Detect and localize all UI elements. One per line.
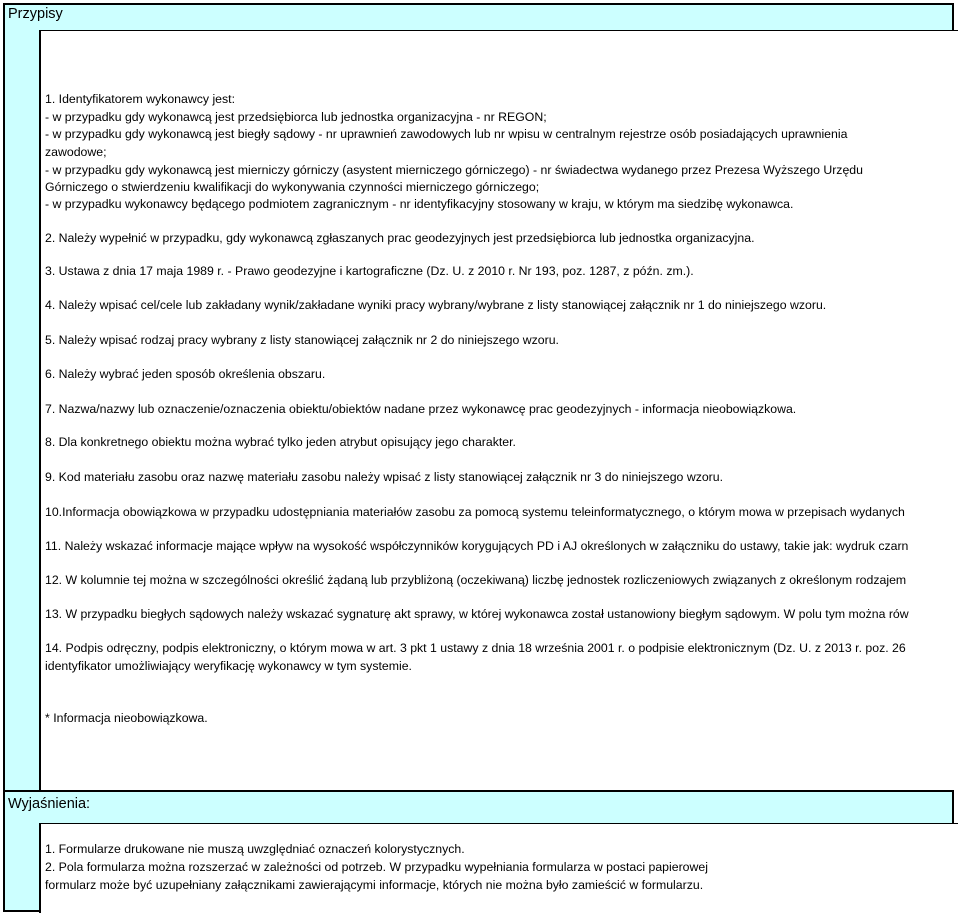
footnote-line: * Informacja nieobowiązkowa. <box>45 711 208 725</box>
footnote-line: 8. Dla konkretnego obiektu można wybrać tylko jeden atrybut opisujący jego charakter. <box>45 435 516 449</box>
footnote-line: - w przypadku wykonawcy będącego podmiotem zagranicznym - nr identyfikacyjny stosowany w kraju, w którym ma siedzibę wykonawca. <box>45 197 794 211</box>
footnote-line: 10.Informacja obowiązkowa w przypadku udostępniania materiałów zasobu za pomocą systemu teleinformatycznego, o którym mowa w przepisach wydanych <box>45 505 905 519</box>
footnotes-title: Przypisy <box>8 6 63 22</box>
explanations-panel <box>39 823 958 913</box>
footnote-line: 5. Należy wpisać rodzaj pracy wybrany z listy stanowiącej załącznik nr 2 do niniejszego wzoru. <box>45 333 559 347</box>
footnote-line: zawodowe; <box>45 145 107 159</box>
footnote-line: 2. Należy wypełnić w przypadku, gdy wykonawcą zgłaszanych prac geodezyjnych jest przedsiębiorca lub jednostka organizacyjna. <box>45 231 755 245</box>
section-divider <box>3 790 954 792</box>
footnotes-panel <box>39 30 958 791</box>
explanation-line: 2. Pola formularza można rozszerzać w zależności od potrzeb. W przypadku wypełniania formularza w postaci papierowej <box>45 860 708 874</box>
explanation-line: 1. Formularze drukowane nie muszą uwzględniać oznaczeń kolorystycznych. <box>45 842 465 856</box>
footnote-line: 11. Należy wskazać informacje mające wpływ na wysokość współczynników korygujących PD i AJ określonych w załączniku do ustawy, takie jak: wydruk czarn <box>45 539 909 553</box>
footnote-line: 6. Należy wybrać jeden sposób określenia obszaru. <box>45 367 326 381</box>
footnote-line: - w przypadku gdy wykonawcą jest biegły sądowy - nr uprawnień zawodowych lub nr wpisu w centralnym rejestrze osób posiadających uprawnienia <box>45 127 848 141</box>
footnote-line: 1. Identyfikatorem wykonawcy jest: <box>45 92 235 106</box>
footnote-line: 4. Należy wpisać cel/cele lub zakładany wynik/zakładane wyniki pracy wybrany/wybrane z listy stanowiącej załącznik nr 1 do niniejszego wzoru. <box>45 298 827 312</box>
footnote-line: identyfikator umożliwiający weryfikację wykonawcy w tym systemie. <box>45 659 412 673</box>
footnote-line: 7. Nazwa/nazwy lub oznaczenie/oznaczenia obiektu/obiektów nadane przez wykonawcę prac geodezyjnych - informacja nieobowiązkowa. <box>45 402 797 416</box>
footnote-line: 13. W przypadku biegłych sądowych należy wskazać sygnaturę akt sprawy, w której wykonawca został ustanowiony biegłym sądowym. W polu tym można rów <box>45 607 909 621</box>
explanation-line: formularz może być uzupełniany załącznikami zawierającymi informacje, których nie można było zamieścić w formularzu. <box>45 878 704 892</box>
explanations-title: Wyjaśnienia: <box>8 796 91 812</box>
footnote-line: - w przypadku gdy wykonawcą jest mierniczy górniczy (asystent mierniczego górniczego) - nr świadectwa wydanego przez Prezesa Wyższego Urzędu <box>45 163 863 177</box>
footnote-line: 9. Kod materiału zasobu oraz nazwę materiału zasobu należy wpisać z listy stanowiącej załącznik nr 3 do niniejszego wzoru. <box>45 470 724 484</box>
footnote-line: - w przypadku gdy wykonawcą jest przedsiębiorca lub jednostka organizacyjna - nr REGON; <box>45 110 547 124</box>
footnote-line: 12. W kolumnie tej można w szczególności określić żądaną lub przybliżoną (oczekiwaną) liczbę jednostek rozliczeniowych związanych z określonym rodzajem <box>45 573 907 587</box>
footnote-line: 3. Ustawa z dnia 17 maja 1989 r. - Prawo geodezyjne i kartograficzne (Dz. U. z 2010 r. Nr 193, poz. 1287, z późn. zm.). <box>45 264 694 278</box>
footnote-line: 14. Podpis odręczny, podpis elektroniczny, o którym mowa w art. 3 pkt 1 ustawy z dnia 18 września 2001 r. o podpisie elektronicznym (Dz. U. z 2013 r. poz. 26 <box>45 641 906 655</box>
footnote-line: Górniczego o stwierdzeniu kwalifikacji do wykonywania czynności mierniczego górniczego; <box>45 180 540 194</box>
